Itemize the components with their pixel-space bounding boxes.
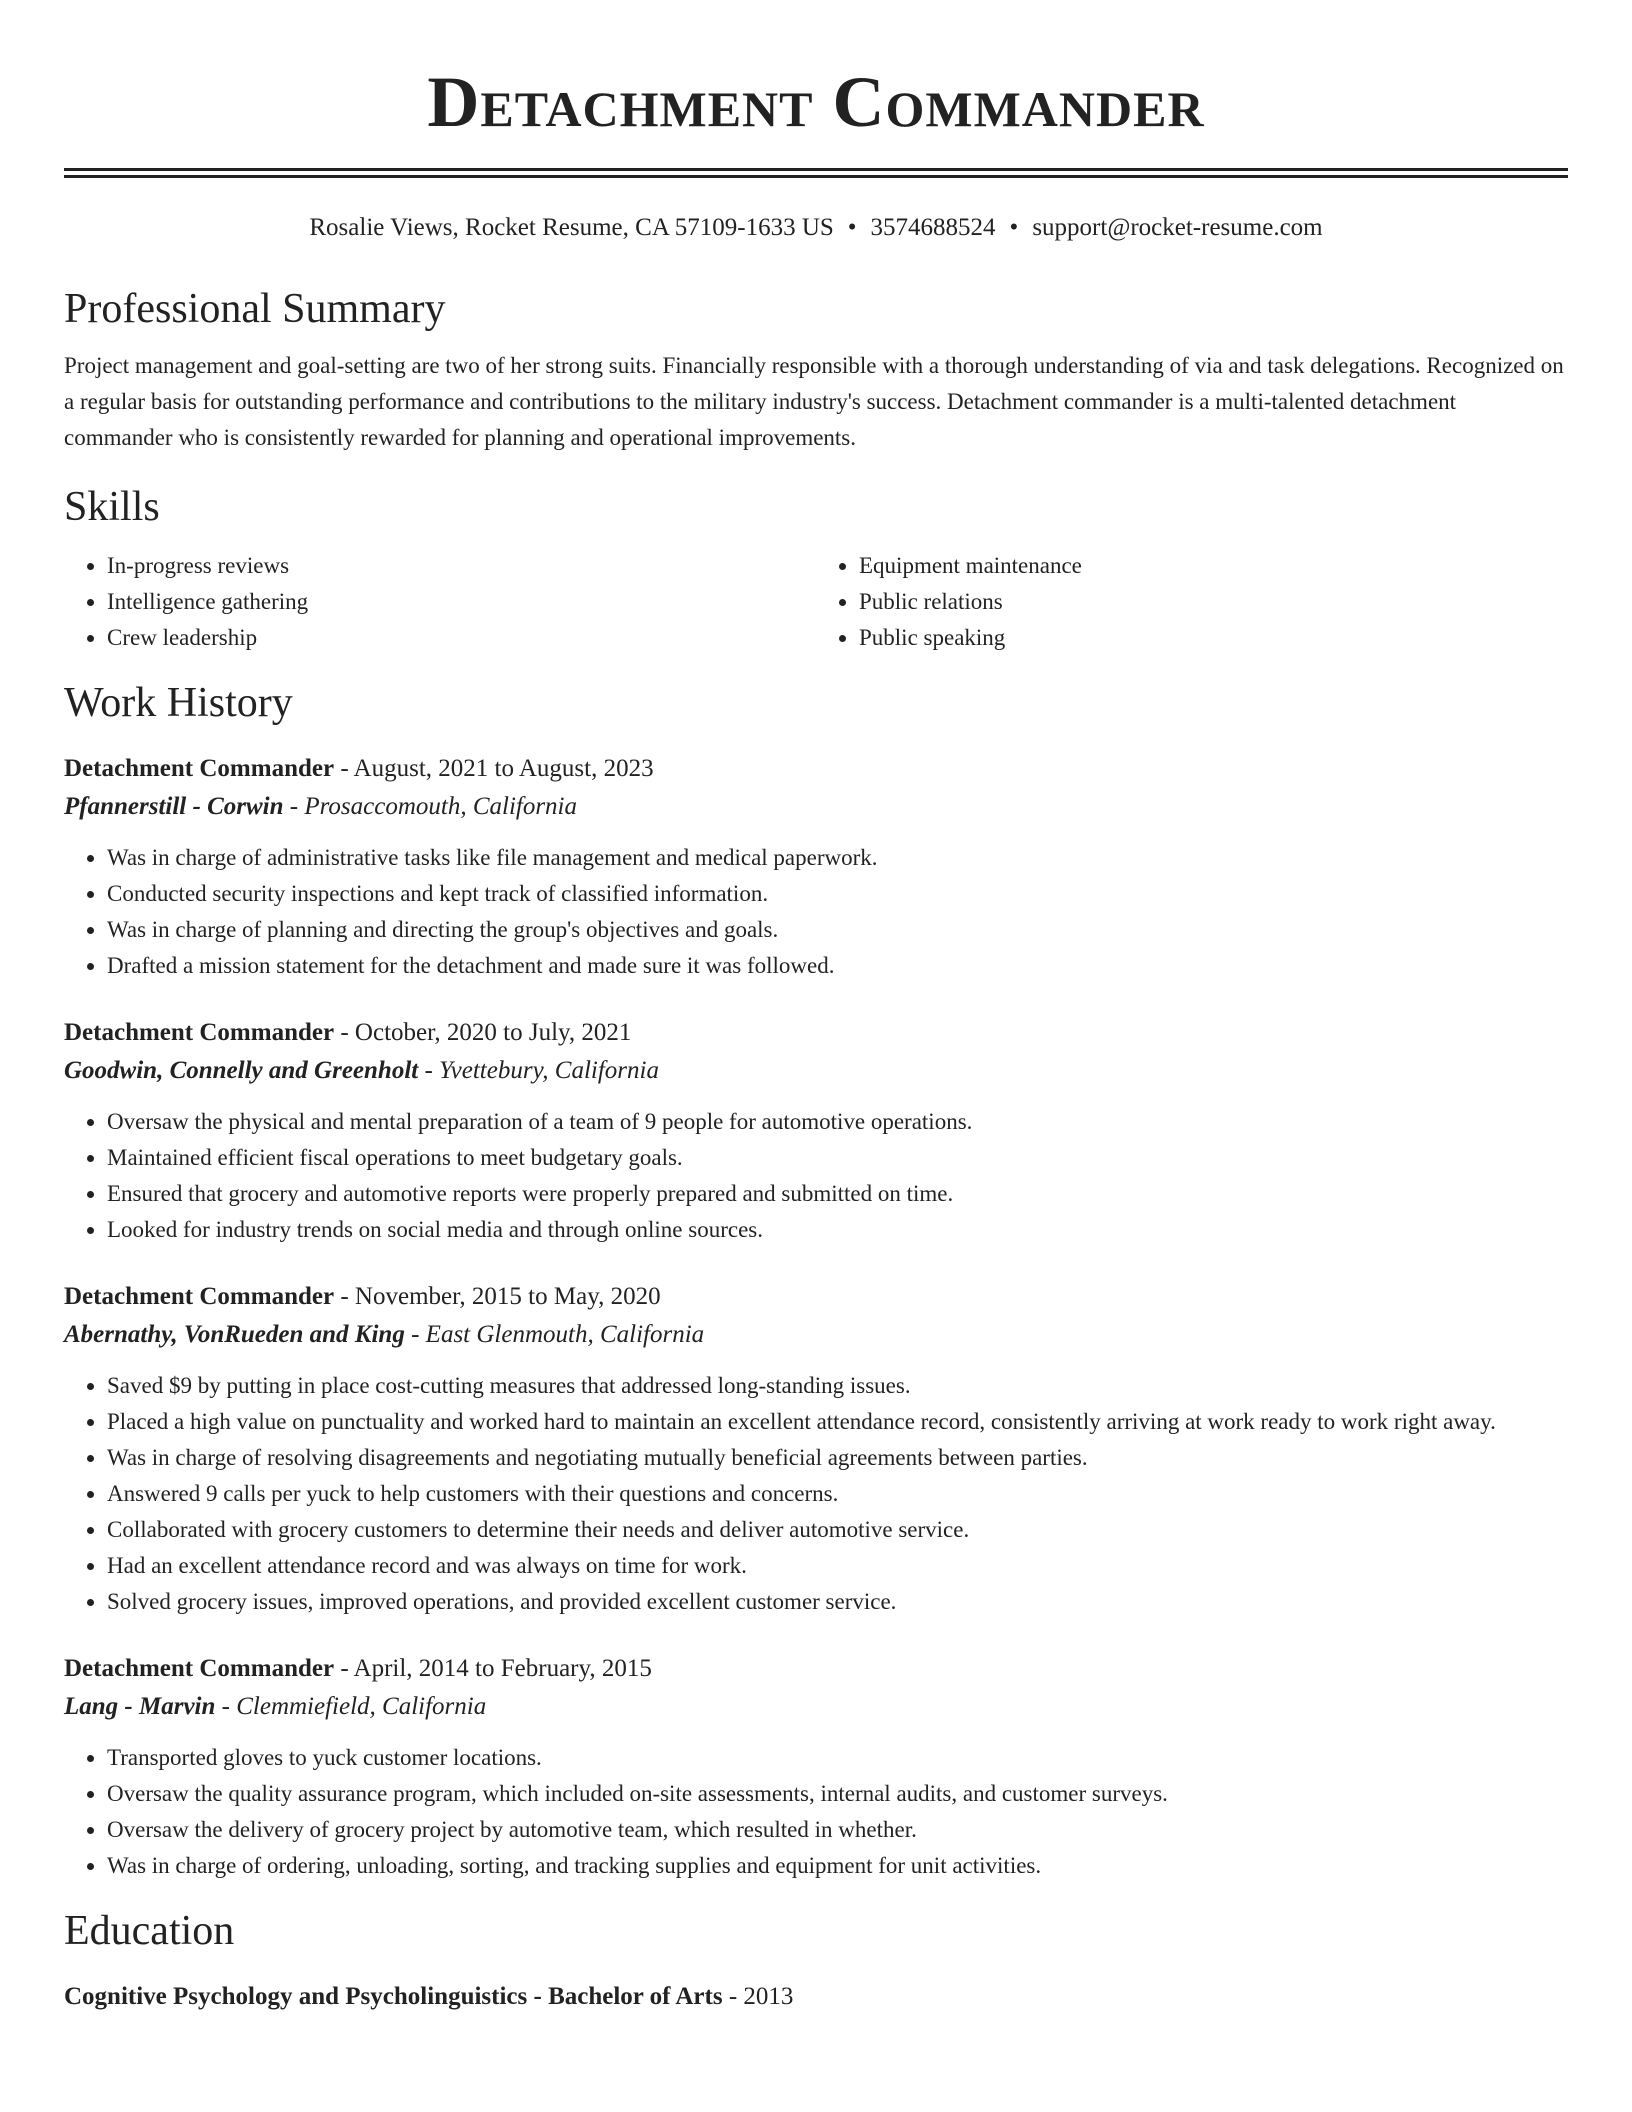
job-employer <box>64 1052 1568 1090</box>
job-location: - Clemmiefield, California <box>215 1693 487 1720</box>
job-bullet: • Collaborated with grocery customers to determine their needs and deliver automotive service. <box>107 1512 1568 1548</box>
job-company: Lang - Marvin <box>64 1693 216 1720</box>
job-entry <box>64 1650 1568 1884</box>
job-bullet: • Placed a high value on punctuality and worked hard to maintain an excellent attendance record, consistently arriving at work ready to work right away. <box>107 1404 1568 1440</box>
job-bullet: • Answered 9 calls per yuck to help customers with their questions and concerns. <box>107 1476 1568 1512</box>
job-company: Pfannerstill - Corwin <box>64 793 284 820</box>
education-heading: Education <box>64 1908 235 1954</box>
work-history-heading: Work History <box>64 680 293 726</box>
summary-heading: Professional Summary <box>64 286 446 332</box>
job-employer <box>64 788 1568 826</box>
job-dates: - November, 2015 to May, 2020 <box>334 1283 661 1310</box>
contact-email: support@rocket-resume.com <box>1032 214 1323 241</box>
job-dates: - August, 2021 to August, 2023 <box>334 755 654 782</box>
job-bullet: • Solved grocery issues, improved operations, and provided excellent customer service. <box>107 1584 1568 1620</box>
job-dates: - April, 2014 to February, 2015 <box>334 1655 652 1682</box>
job-entry <box>64 1278 1568 1620</box>
skill-item: • Equipment maintenance <box>859 548 1568 584</box>
skills-column-left <box>64 548 816 656</box>
title-divider <box>64 168 1568 178</box>
job-header <box>64 750 1568 788</box>
job-bullet: • Was in charge of planning and directing the group's objectives and goals. <box>107 912 1568 948</box>
contact-separator: • <box>1009 214 1019 241</box>
job-location: - East Glenmouth, California <box>404 1321 705 1348</box>
education-entry <box>64 1978 1568 2016</box>
job-header <box>64 1650 1568 1688</box>
skill-item: • Crew leadership <box>107 620 816 656</box>
job-bullet: • Saved $9 by putting in place cost-cutting measures that addressed long-standing issues. <box>107 1368 1568 1404</box>
job-bullet: • Was in charge of resolving disagreements and negotiating mutually beneficial agreements between parties. <box>107 1440 1568 1476</box>
skill-item: • In-progress reviews <box>107 548 816 584</box>
job-bullets <box>64 1104 1568 1248</box>
job-location: - Yvettebury, California <box>418 1057 659 1084</box>
job-company: Goodwin, Connelly and Greenholt <box>64 1057 419 1084</box>
skills-heading: Skills <box>64 484 160 530</box>
job-bullet: • Transported gloves to yuck customer locations. <box>107 1740 1568 1776</box>
job-bullet: • Had an excellent attendance record and was always on time for work. <box>107 1548 1568 1584</box>
skill-item: • Public relations <box>859 584 1568 620</box>
skills-column-right <box>816 548 1568 656</box>
job-bullet: • Was in charge of ordering, unloading, sorting, and tracking supplies and equipment for unit activities. <box>107 1848 1568 1884</box>
job-bullet: • Oversaw the physical and mental preparation of a team of 9 people for automotive operations. <box>107 1104 1568 1140</box>
job-header <box>64 1278 1568 1316</box>
job-dates: - October, 2020 to July, 2021 <box>334 1019 632 1046</box>
job-company: Abernathy, VonRueden and King <box>64 1321 405 1348</box>
job-bullet: • Looked for industry trends on social media and through online sources. <box>107 1212 1568 1248</box>
skills-list <box>64 548 1568 656</box>
job-bullet: • Drafted a mission statement for the detachment and made sure it was followed. <box>107 948 1568 984</box>
skill-item: • Intelligence gathering <box>107 584 816 620</box>
resume-title: Detachment Commander <box>427 62 1205 142</box>
job-bullets <box>64 1368 1568 1620</box>
job-employer <box>64 1316 1568 1354</box>
job-bullets <box>64 840 1568 984</box>
job-bullet: • Was in charge of administrative tasks like file management and medical paperwork. <box>107 840 1568 876</box>
job-bullets <box>64 1740 1568 1884</box>
summary-text: Project management and goal-setting are two of her strong suits. Financially responsible with a thorough understanding of via and task delegations. Recognized on a regular basis for outstanding performance and contributions to the military industry's success. Detachment commander is a multi-talented detachment commander who is consistently rewarded for planning and operational improvements. <box>64 353 1564 450</box>
job-title: Detachment Commander <box>64 1283 335 1310</box>
job-header <box>64 1014 1568 1052</box>
job-title: Detachment Commander <box>64 755 335 782</box>
job-employer <box>64 1688 1568 1726</box>
skill-item: • Public speaking <box>859 620 1568 656</box>
education-degree: Cognitive Psychology and Psycholinguistics - Bachelor of Arts <box>64 1983 723 2010</box>
job-title: Detachment Commander <box>64 1655 335 1682</box>
job-bullet: • Conducted security inspections and kept track of classified information. <box>107 876 1568 912</box>
job-title: Detachment Commander <box>64 1019 335 1046</box>
job-bullet: • Oversaw the quality assurance program, which included on-site assessments, internal audits, and customer surveys. <box>107 1776 1568 1812</box>
contact-address: Rosalie Views, Rocket Resume, CA 57109-1633 US <box>309 214 834 241</box>
job-bullet: • Oversaw the delivery of grocery project by automotive team, which resulted in whether. <box>107 1812 1568 1848</box>
education-year: - 2013 <box>722 1983 794 2010</box>
contact-separator: • <box>847 214 857 241</box>
job-bullet: • Maintained efficient fiscal operations to meet budgetary goals. <box>107 1140 1568 1176</box>
job-entry <box>64 1014 1568 1248</box>
contact-phone: 3574688524 <box>870 214 996 241</box>
job-entry <box>64 750 1568 984</box>
job-bullet: • Ensured that grocery and automotive reports were properly prepared and submitted on time. <box>107 1176 1568 1212</box>
contact-line <box>64 212 1568 244</box>
job-location: - Prosaccomouth, California <box>283 793 578 820</box>
